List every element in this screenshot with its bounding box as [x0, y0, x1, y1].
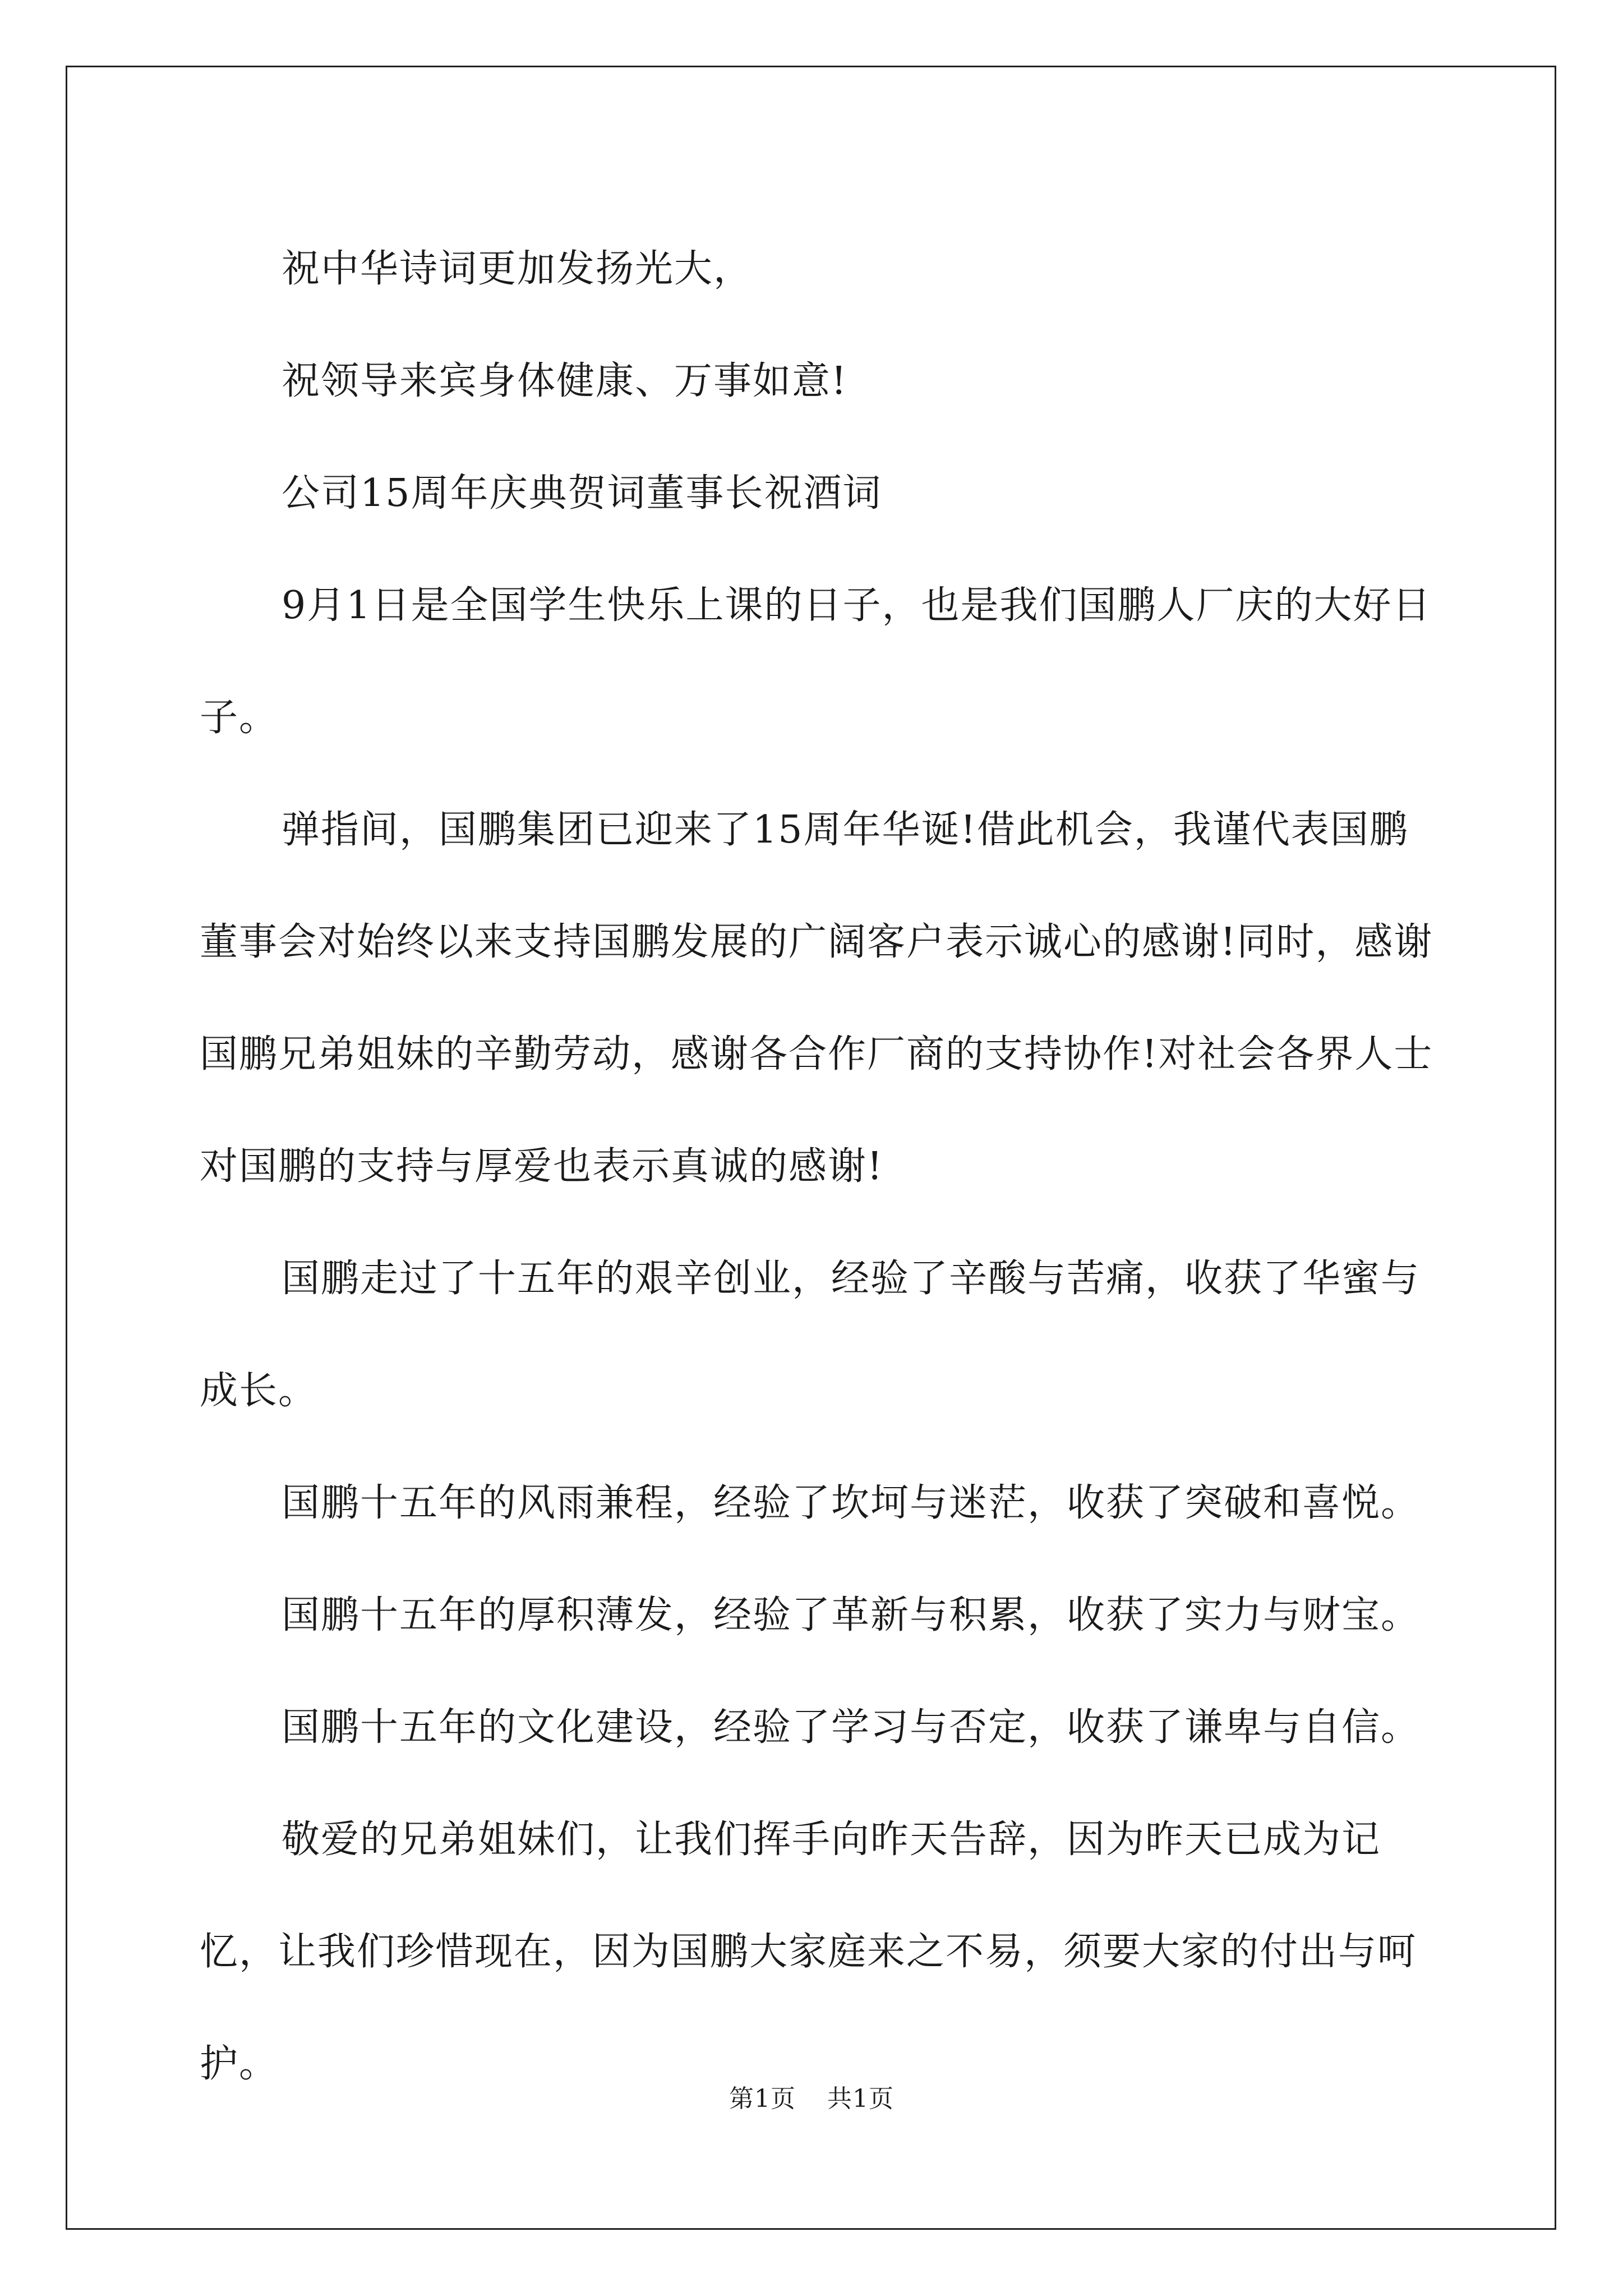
paragraph: 弹指间，国鹏集团已迎来了15周年华诞!借此机会，我谨代表国鹏董事会对始终以来支持国鹏发展的广阔客户表示诚心的感谢!同时，感谢国鹏兄弟姐妹的辛勤劳动，感谢各合作厂商的支持协作!对社会各界人士对国鹏的支持与厚爱也表示真诚的感谢!	[200, 808, 1433, 1189]
paragraph: 国鹏走过了十五年的艰辛创业，经验了辛酸与苦痛，收获了华蜜与成长。	[200, 1257, 1421, 1413]
paragraph: 祝中华诗词更加发扬光大，	[282, 247, 753, 291]
paragraph: 祝领导来宾身体健康、万事如意!	[282, 359, 848, 403]
paragraph: 公司15周年庆典贺词董事长祝酒词	[282, 471, 882, 516]
paragraph: 国鹏十五年的厚积薄发，经验了革新与积累，收获了实力与财宝。	[282, 1593, 1421, 1637]
paragraph: 国鹏十五年的文化建设，经验了学习与否定，收获了谦卑与自信。	[282, 1705, 1421, 1750]
paragraph: 国鹏十五年的风雨兼程，经验了坎坷与迷茫，收获了突破和喜悦。	[282, 1481, 1421, 1525]
paragraph: 敬爱的兄弟姐妹们，让我们挥手向昨天告辞，因为昨天已成为记忆，让我们珍惜现在，因为国鹏大家庭来之不易，须要大家的付出与呵护。	[200, 1818, 1417, 2086]
page-number: 第1页	[729, 2085, 796, 2113]
page-footer	[0, 2078, 1623, 2114]
document-body	[200, 213, 1433, 2120]
paragraph: 9月1日是全国学生快乐上课的日子，也是我们国鹏人厂庆的大好日子。	[200, 583, 1432, 740]
page-total: 共1页	[827, 2085, 894, 2113]
